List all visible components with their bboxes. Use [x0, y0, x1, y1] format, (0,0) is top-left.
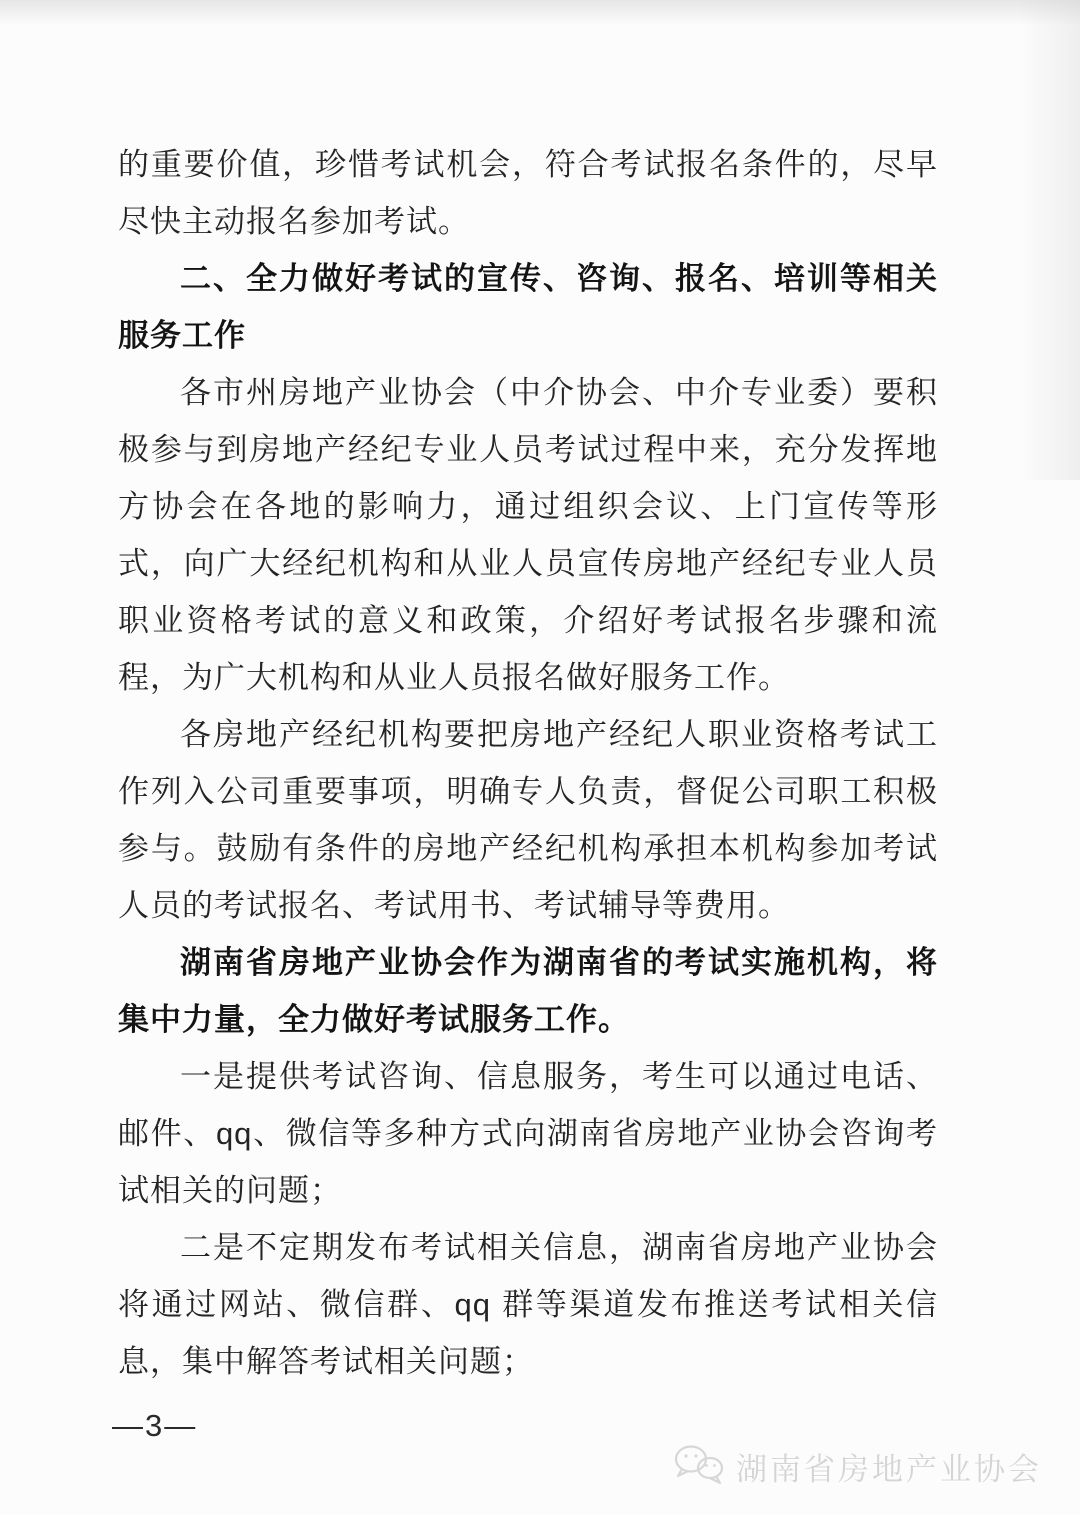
watermark-text: 湖南省房地产业协会 [736, 1451, 1042, 1487]
document-body [118, 136, 938, 1390]
wechat-icon [670, 1442, 728, 1490]
paragraph-4: 各房地产经纪机构要把房地产经纪人职业资格考试工作列入公司重要事项，明确专人负责，督促公司职工积极参与。鼓励有条件的房地产经纪机构承担本机构参加考试人员的考试报名、考试用书、考试辅导等费用。 [118, 717, 938, 923]
scan-artifact-top [0, 0, 1080, 26]
paragraph-7: 二是不定期发布考试相关信息，湖南省房地产业协会将通过网站、微信群、qq 群等渠道发布推送考试相关信息，集中解答考试相关问题； [118, 1230, 938, 1379]
scan-artifact-right [1020, 0, 1080, 480]
paragraph-6: 一是提供考试咨询、信息服务，考生可以通过电话、邮件、qq、微信等多种方式向湖南省房地产业协会咨询考试相关的问题； [118, 1059, 938, 1208]
paragraph-5: 湖南省房地产业协会作为湖南省的考试实施机构，将集中力量，全力做好考试服务工作。 [118, 945, 938, 1037]
paragraph-2: 二、全力做好考试的宣传、咨询、报名、培训等相关服务工作 [118, 261, 938, 353]
paragraph-3: 各市州房地产业协会（中介协会、中介专业委）要积极参与到房地产经纪专业人员考试过程中来，充分发挥地方协会在各地的影响力，通过组织会议、上门宣传等形式，向广大经纪机构和从业人员宣传房地产经纪专业人员职业资格考试的意义和政策，介绍好考试报名步骤和流程，为广大机构和从业人员报名做好服务工作。 [118, 375, 938, 695]
page-number: —3— [112, 1408, 198, 1443]
watermark [670, 1442, 1042, 1490]
paragraph-1: 的重要价值，珍惜考试机会，符合考试报名条件的，尽早尽快主动报名参加考试。 [118, 147, 938, 239]
